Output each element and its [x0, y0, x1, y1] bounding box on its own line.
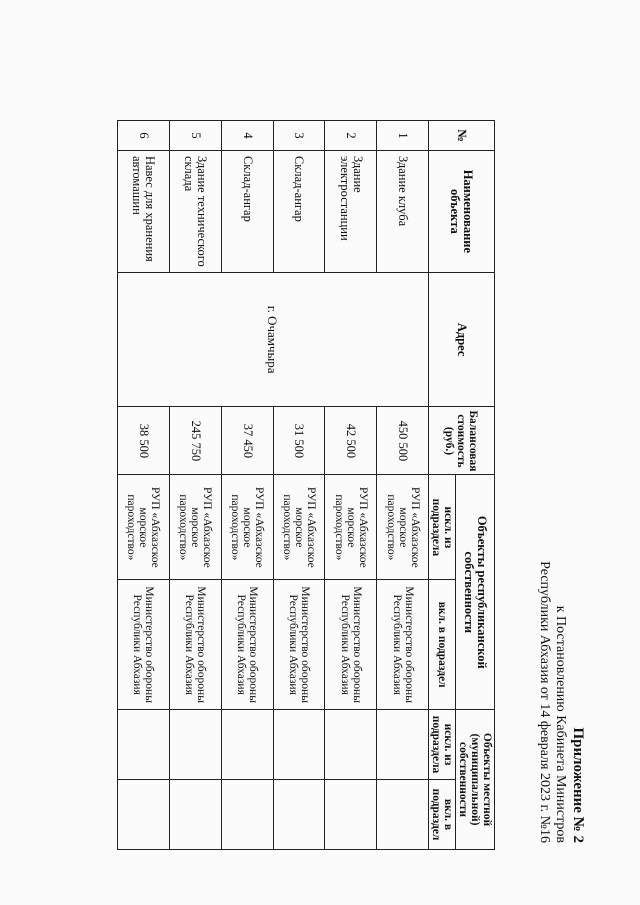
row-num: 2 [325, 121, 377, 151]
row-name: Навес для хранения автомашин [118, 150, 170, 272]
table-row [377, 121, 429, 850]
table-header-row [456, 121, 495, 850]
table-row [273, 121, 325, 850]
row-loc-excl [377, 710, 429, 780]
row-name: Склад-ангар [221, 150, 273, 272]
row-incl: Министерство обороны Республики Абхазия [169, 580, 221, 710]
row-name: Здание технического склада [169, 150, 221, 272]
row-name: Склад-ангар [273, 150, 325, 272]
row-name: Здание клуба [377, 150, 429, 272]
objects-table [117, 120, 495, 850]
row-incl: Министерство обороны Республики Абхазия [273, 580, 325, 710]
header-name: Наименование объекта [429, 150, 495, 272]
row-loc-excl [325, 710, 377, 780]
header-loc-incl: вкл. в подраздел [429, 780, 456, 850]
row-loc-incl [273, 780, 325, 850]
row-balance: 450 500 [377, 407, 429, 475]
header-balance: Балансовая стоимость (руб.) [429, 407, 495, 475]
header-republican: Объекты республиканской собственности [456, 475, 495, 710]
row-num: 5 [169, 121, 221, 151]
row-balance: 42 500 [325, 407, 377, 475]
header-address: Адрес [429, 272, 495, 407]
row-incl: Министерство обороны Республики Абхазия [377, 580, 429, 710]
address-cell: г. Очамчыра [118, 272, 429, 407]
appendix-date-line: Республики Абхазия от 14 февраля 2023 г. №16 [537, 561, 552, 843]
row-balance: 37 450 [221, 407, 273, 475]
row-balance: 38 500 [118, 407, 170, 475]
row-num: 4 [221, 121, 273, 151]
row-loc-excl [273, 710, 325, 780]
row-num: 3 [273, 121, 325, 151]
header-rep-excl: искл. из подраздела [429, 475, 456, 580]
row-excl: РУП «Абхазское морское пароходство» [325, 475, 377, 580]
header-rep-incl: вкл. в подраздел [429, 580, 456, 710]
row-balance: 245 750 [169, 407, 221, 475]
row-excl: РУП «Абхазское морское пароходство» [169, 475, 221, 580]
row-loc-excl [169, 710, 221, 780]
row-loc-excl [118, 710, 170, 780]
row-loc-excl [221, 710, 273, 780]
row-balance: 31 500 [273, 407, 325, 475]
row-loc-incl [118, 780, 170, 850]
row-num: 1 [377, 121, 429, 151]
appendix-title: Приложение № 2 [570, 727, 586, 843]
row-loc-incl [169, 780, 221, 850]
table-row [118, 121, 170, 850]
row-name: Здание электростанции [325, 150, 377, 272]
header-num: № [429, 121, 495, 151]
appendix-subtitle: к Постановлению Кабинета Министров [553, 605, 568, 843]
row-incl: Министерство обороны Республики Абхазия [221, 580, 273, 710]
row-excl: РУП «Абхазское морское пароходство» [221, 475, 273, 580]
row-loc-incl [221, 780, 273, 850]
header-loc-excl: искл. из подраздела [429, 710, 456, 780]
row-loc-incl [325, 780, 377, 850]
row-loc-incl [377, 780, 429, 850]
header-local: Объекты местной (муниципальной) собственности [456, 710, 495, 850]
row-incl: Министерство обороны Республики Абхазия [118, 580, 170, 710]
row-incl: Министерство обороны Республики Абхазия [325, 580, 377, 710]
table-row [169, 121, 221, 850]
row-excl: РУП «Абхазское морское пароходство» [118, 475, 170, 580]
table-row [221, 121, 273, 850]
table-row [325, 121, 377, 850]
row-excl: РУП «Абхазское морское пароходство» [377, 475, 429, 580]
row-num: 6 [118, 121, 170, 151]
row-excl: РУП «Абхазское морское пароходство» [273, 475, 325, 580]
